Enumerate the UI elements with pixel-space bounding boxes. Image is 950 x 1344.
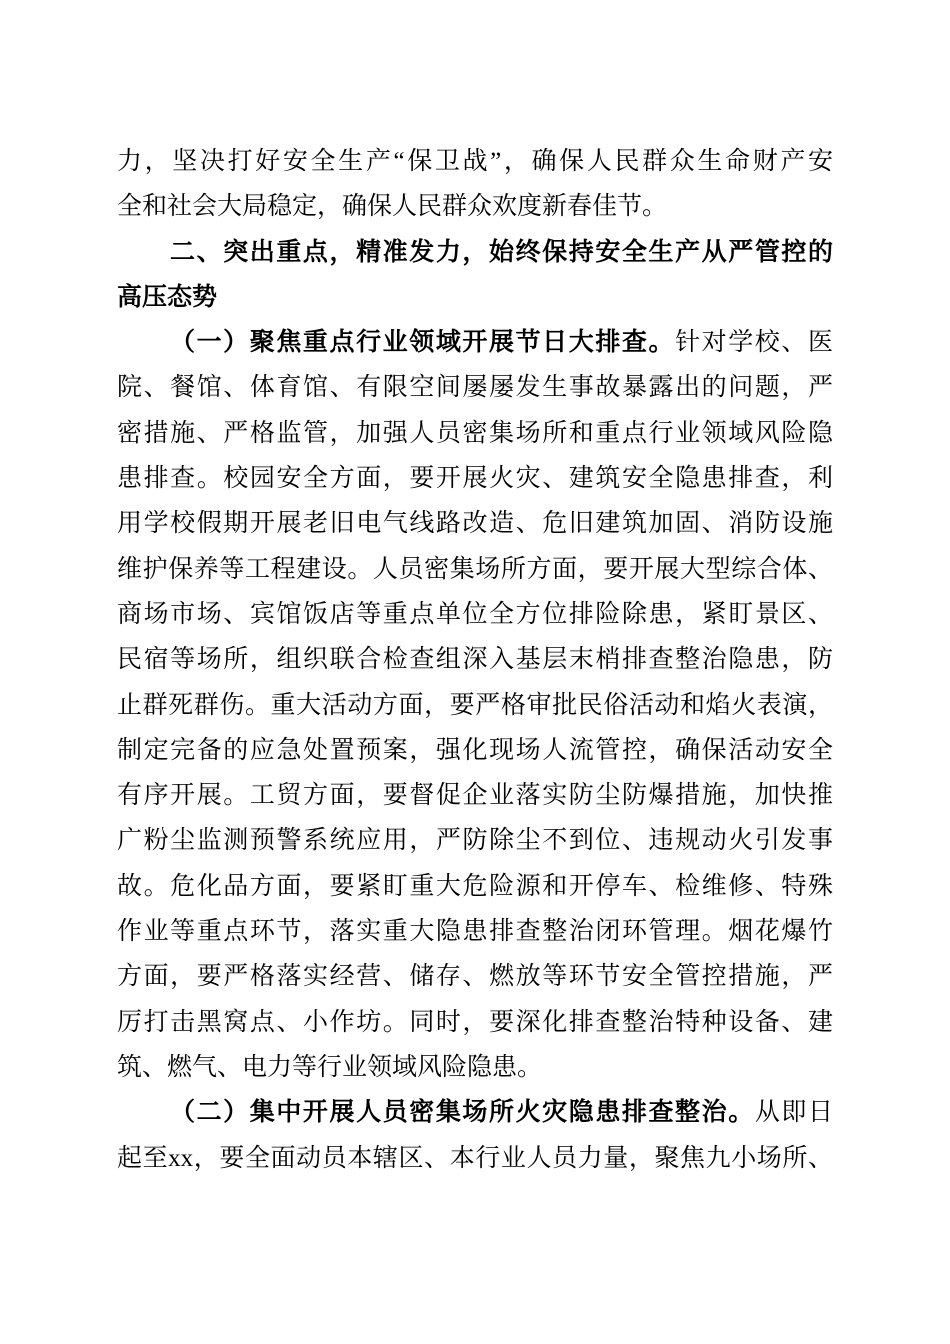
text-line (117, 501, 833, 546)
paragraph-subheading: （一）聚焦重点行业领域开展节日大排查。 (170, 329, 676, 357)
text-line (117, 773, 833, 818)
text-run: 有序开展。工贸方面，要督促企业落实防尘防爆措施，加快推 (117, 782, 833, 810)
text-run: 商场市场、宾馆饭店等重点单位全方位排险除患，紧盯景区、 (117, 600, 833, 628)
text-run: 全和社会大局稳定，确保人民群众欢度新春佳节。 (117, 193, 668, 221)
text-line (117, 547, 833, 592)
text-run: 筑、燃气、电力等行业领域风险隐患。 (117, 1053, 543, 1081)
text-run: 广粉尘监测预警系统应用，严防除尘不到位、违规动火引发事 (117, 827, 833, 855)
text-run: 高压态势 (117, 282, 218, 311)
text-run: 作业等重点环节，落实重大隐患排查整治闭环管理。烟花爆竹 (117, 918, 833, 946)
text-line (117, 592, 833, 637)
text-run: 院、餐馆、体育馆、有限空间屡屡发生事故暴露出的问题，严 (117, 374, 833, 402)
text-line (117, 1000, 833, 1045)
text-line (117, 909, 833, 954)
text-run: 起至xx，要全面动员本辖区、本行业人员力量，聚焦九小场所、 (117, 1144, 833, 1172)
document-body (117, 139, 833, 1181)
text-line (117, 365, 833, 410)
text-run: 民宿等场所，组织联合检查组深入基层末梢排查整治隐患，防 (117, 646, 833, 674)
text-line (117, 456, 833, 501)
text-line (117, 230, 833, 275)
text-line (117, 864, 833, 909)
paragraph-subheading: （二）集中开展人员密集场所火灾隐患排查整治。 (170, 1099, 755, 1127)
text-line (117, 184, 833, 229)
text-line (117, 320, 833, 365)
text-run: 二、突出重点，精准发力，始终保持安全生产从严管控的 (170, 237, 833, 266)
text-line (117, 139, 833, 184)
text-run: 方面，要严格落实经营、储存、燃放等环节安全管控措施，严 (117, 963, 833, 991)
text-line (117, 728, 833, 773)
text-run: 厉打击黑窝点、小作坊。同时，要深化排查整治特种设备、建 (117, 1008, 833, 1036)
text-run: 维护保养等工程建设。人员密集场所方面，要开展大型综合体、 (117, 555, 833, 583)
text-run: 力，坚决打好安全生产“保卫战”，确保人民群众生命财产安 (117, 148, 833, 175)
text-line (117, 1136, 833, 1181)
text-line (117, 683, 833, 728)
text-run: 针对学校、医 (675, 329, 833, 357)
text-run: 制定完备的应急处置预案，强化现场人流管控，确保活动安全 (117, 736, 833, 764)
text-run: 患排查。校园安全方面，要开展火灾、建筑安全隐患排查，利 (117, 465, 833, 493)
text-run: 密措施、严格监管，加强人员密集场所和重点行业领域风险隐 (117, 419, 833, 447)
text-line (117, 637, 833, 682)
text-line (117, 411, 833, 456)
text-line (117, 954, 833, 999)
text-line (117, 818, 833, 863)
text-run: 用学校假期开展老旧电气线路改造、危旧建筑加固、消防设施 (117, 510, 833, 538)
text-run: 止群死群伤。重大活动方面，要严格审批民俗活动和焰火表演， (117, 691, 833, 719)
text-run: 从即日 (754, 1099, 833, 1127)
text-line (117, 1090, 833, 1135)
text-line (117, 1045, 833, 1090)
text-run: 故。危化品方面，要紧盯重大危险源和开停车、检维修、特殊 (117, 872, 833, 900)
text-line (117, 275, 833, 320)
